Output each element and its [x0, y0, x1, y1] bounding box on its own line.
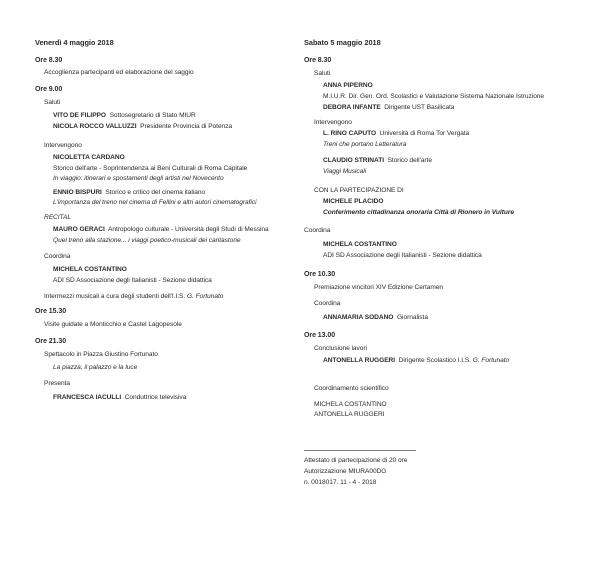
speaker-role: Università di Roma Tor Vergata: [379, 130, 470, 137]
speaker-role: M.I.U.R. Dir. Gen. Ord. Scolastici e Valutazione Sistema Nazionale Istruzione: [323, 93, 545, 100]
time-heading: Ore 9.00: [35, 86, 63, 93]
time-heading: Ore 8.30: [304, 57, 332, 64]
speaker-role: Giornalista: [396, 314, 428, 321]
authorization-note: Autorizzazione MIURA00DG: [304, 468, 387, 475]
speaker-role: Storico dell'arte - Soprintendenza ai Beni Culturali di Roma Capitale: [53, 165, 248, 172]
speaker-line: [323, 357, 509, 365]
talk-title: Quel treno alla stazione... i viaggi poetico-musicali dei cantastorie: [53, 237, 241, 244]
speaker-role: Antropologo culturale - Università degli Studi di Messina: [108, 226, 269, 233]
day-heading: Venerdì 4 maggio 2018: [35, 38, 114, 47]
speaker-name: MAURO GERACI: [53, 226, 105, 233]
school-name: G. Fortunato: [186, 293, 224, 300]
section-label: Intervengono: [44, 142, 82, 149]
section-label: CON LA PARTECIPAZIONE DI: [314, 187, 404, 194]
time-heading: Ore 8.30: [35, 57, 63, 64]
speaker-name: MICHELE PLACIDO: [323, 198, 384, 205]
program-item: Accoglienza partecipanti ed elaborazione del saggio: [44, 69, 194, 76]
speaker-name: CLAUDIO STRINATI: [323, 157, 384, 164]
talk-title: Viaggi Musicali: [323, 168, 367, 175]
talk-title: L'importanza del treno nel cinema di Fellini e altri autori cinematografici: [53, 199, 257, 206]
authorization-number: n. 0018017. 11 - 4 - 2018: [304, 479, 377, 486]
speaker-role: Storico e critico del cinema italiano: [105, 189, 206, 196]
time-heading: Ore 10.30: [304, 271, 336, 278]
section-label: Conclusione lavori: [314, 345, 367, 352]
speaker-line: [53, 189, 205, 197]
talk-title: Treni che portano Letteratura: [323, 141, 407, 148]
speaker-name: L. RINO CAPUTO: [323, 130, 377, 137]
program-item: Spettacolo in Piazza Giustino Fortunato: [44, 351, 158, 358]
talk-title: Conferimento cittadinanza onoraria Città di Rionero in Vulture: [323, 209, 514, 216]
speaker-name: MICHELA COSTANTINO: [53, 266, 127, 273]
speaker-line: [323, 157, 432, 165]
speaker-name: MICHELA COSTANTINO: [323, 241, 397, 248]
section-label: RECITAL: [44, 214, 72, 221]
program-item: Visite guidate a Monticchio e Castel Lagopesole: [44, 321, 182, 328]
speaker-line: [53, 394, 186, 402]
time-heading: Ore 13.00: [304, 332, 336, 339]
certificate-note: Attestato di partecipazione di 20 ore: [304, 457, 408, 464]
divider: [304, 450, 416, 451]
speaker-name: ANNAMARIA SODANO: [323, 314, 394, 321]
speaker-name: FRANCESCA IACULLI: [53, 394, 122, 401]
speaker-name: DEBORA INFANTE: [323, 104, 381, 111]
speaker-name: ENNIO BISPURI: [53, 189, 102, 196]
speaker-line: [53, 112, 196, 120]
speaker-role: Presidente Provincia di Potenza: [140, 123, 233, 130]
speaker-name: VITO DE FILIPPO: [53, 112, 106, 119]
intermezzi-text: Intermezzi musicali a cura degli studenti dell'I.I.S.: [44, 293, 187, 300]
coordinator-name: MICHELA COSTANTINO: [314, 401, 387, 408]
time-heading: Ore 21.30: [35, 338, 67, 345]
speaker-line: [323, 130, 469, 138]
talk-title: In viaggio: itinerari e spostamenti degli artisti nel Novecento: [53, 175, 224, 182]
speaker-name: ANNA PIPERNO: [323, 82, 373, 89]
speaker-role: Storico dell'arte: [387, 157, 432, 164]
speaker-name: ANTONELLA RUGGERI: [323, 357, 396, 364]
section-label: Saluti: [44, 99, 61, 106]
speaker-name: NICOLETTA CARDANO: [53, 154, 125, 161]
speaker-line: [323, 104, 454, 112]
time-heading: Ore 15.30: [35, 308, 67, 315]
school-name: G. Fortunato: [472, 357, 510, 364]
section-label: Presenta: [44, 380, 70, 387]
speaker-role: Dirigente Scolastico I.I.S.: [398, 357, 473, 364]
speaker-role: ADI SD Associazione degli Italianisti - Sezione didattica: [323, 252, 482, 259]
section-label: Coordinamento scientifico: [314, 385, 389, 392]
program-item: Premiazione vincitori XIV Edizione Certamen: [314, 284, 444, 291]
speaker-role: Sottosegretario di Stato MIUR: [109, 112, 196, 119]
section-label: Intervengono: [314, 119, 352, 126]
speaker-role: Conduttrice televisiva: [124, 394, 187, 401]
program-item: [44, 293, 223, 301]
speaker-name: NICOLA ROCCO VALLUZZI: [53, 123, 137, 130]
speaker-role: Dirigente UST Basilicata: [384, 104, 455, 111]
section-label: Coordina: [44, 253, 71, 260]
coordinator-name: ANTONELLA RUGGERI: [314, 411, 385, 418]
show-title: La piazza, il palazzo e la luce: [53, 364, 138, 371]
speaker-role: ADI SD Associazione degli Italianisti - Sezione didattica: [53, 277, 212, 284]
section-label: Coordina: [304, 227, 331, 234]
speaker-line: [53, 226, 269, 234]
day-heading: Sabato 5 maggio 2018: [304, 38, 381, 47]
speaker-line: [323, 314, 428, 322]
section-label: Saluti: [314, 70, 331, 77]
speaker-line: [53, 123, 232, 131]
section-label: Coordina: [314, 300, 341, 307]
